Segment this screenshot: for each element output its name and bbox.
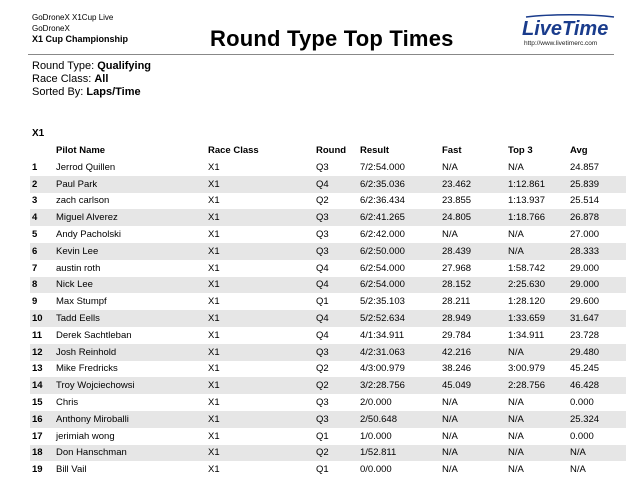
cell-avg: N/A: [570, 464, 586, 476]
cell-fast-lap: N/A: [442, 397, 458, 409]
cell-position: 7: [32, 262, 38, 274]
cell-round: Q3: [314, 411, 358, 428]
round-type-label: Round Type:: [32, 60, 95, 72]
cell-race-class: X1: [206, 411, 314, 428]
cell-avg: 27.000: [570, 229, 600, 241]
cell-fast-lap: 24.805: [440, 209, 506, 226]
cell-pilot-name: zach carlson: [56, 195, 110, 207]
cell-pilot-name: Jerrod Quillen: [56, 161, 116, 173]
cell-position: 5: [32, 229, 38, 241]
cell-fast-lap: 28.211: [442, 296, 471, 308]
cell-position: 19: [32, 464, 43, 476]
cell-top3: N/A: [508, 229, 524, 241]
cell-fast-lap: 38.246: [442, 363, 472, 375]
cell-race-class: X1: [208, 363, 220, 375]
cell-round: Q3: [314, 344, 358, 361]
cell-position: 14: [30, 377, 54, 394]
cell-race-class: X1: [208, 262, 220, 274]
cell-avg: 28.333: [568, 243, 626, 260]
table-row: [30, 243, 626, 260]
table-row: [30, 226, 626, 243]
cell-result: 2/50.648: [358, 411, 440, 428]
cell-result: 3/2:28.756: [358, 377, 440, 394]
sorted-by-line: [32, 86, 151, 99]
cell-position: 18: [30, 445, 54, 462]
cell-avg: 25.514: [570, 195, 600, 207]
logo-url: http://www.livetimerc.com: [524, 40, 598, 47]
logo-text: LiveTime: [522, 18, 609, 40]
cell-pilot-name: Nick Lee: [54, 277, 206, 294]
cell-position: 15: [32, 397, 43, 409]
report-title: Round Type Top Times: [210, 26, 454, 51]
cell-avg: 29.600: [570, 296, 600, 308]
cell-top3: N/A: [506, 411, 568, 428]
organizer-line: GoDroneX X1Cup Live: [32, 13, 114, 22]
cell-result: 4/2:31.063: [358, 344, 440, 361]
cell-top3: 1:13.937: [508, 195, 545, 207]
cell-round: Q2: [314, 445, 358, 462]
cell-pilot-name: Max Stumpf: [56, 296, 107, 308]
cell-position: 2: [30, 176, 54, 193]
cell-position: 3: [32, 195, 38, 207]
cell-position: 4: [30, 209, 54, 226]
cell-fast-lap: 42.216: [440, 344, 506, 361]
cell-round: Q2: [316, 363, 329, 375]
cell-avg: 31.647: [568, 310, 626, 327]
cell-race-class: X1: [206, 243, 314, 260]
cell-result: 6/2:42.000: [360, 229, 405, 241]
cell-round: Q3: [314, 243, 358, 260]
cell-pilot-name: Anthony Miroballi: [54, 411, 206, 428]
col-round-header: Round: [316, 145, 347, 156]
cell-top3: N/A: [506, 445, 568, 462]
cell-result: 6/2:54.000: [360, 262, 405, 274]
table-row: [30, 445, 626, 462]
sorted-by-value: Laps/Time: [86, 86, 141, 98]
cell-fast-lap: 27.968: [442, 262, 472, 274]
cell-top3: 1:28.120: [508, 296, 545, 308]
cell-round: Q2: [316, 195, 329, 207]
race-class-value: All: [94, 73, 109, 85]
cell-top3: N/A: [508, 430, 524, 442]
cell-result: 6/2:50.000: [358, 243, 440, 260]
cell-round: Q1: [316, 464, 329, 476]
cell-position: 10: [30, 310, 54, 327]
cell-fast-lap: N/A: [442, 430, 458, 442]
cell-race-class: X1: [208, 329, 220, 341]
col-top3-header: Top 3: [508, 145, 533, 156]
cell-avg: 29.000: [568, 277, 626, 294]
cell-round: Q4: [314, 277, 358, 294]
cell-position: 8: [30, 277, 54, 294]
cell-pilot-name: Don Hanschman: [54, 445, 206, 462]
cell-fast-lap: 28.439: [440, 243, 506, 260]
cell-top3: 2:25.630: [506, 277, 568, 294]
cell-round: Q3: [314, 209, 358, 226]
cell-avg: 0.000: [570, 430, 594, 442]
round-type-value: Qualifying: [97, 60, 152, 72]
cell-pilot-name: Andy Pacholski: [56, 229, 121, 241]
cell-top3: 1:33.659: [506, 310, 568, 327]
cell-top3: 1:18.766: [506, 209, 568, 226]
cell-avg: 25.324: [568, 411, 626, 428]
cell-result: 7/2:54.000: [360, 161, 405, 173]
cell-result: 4/1:34.911: [360, 329, 405, 341]
cell-position: 12: [30, 344, 54, 361]
cell-race-class: X1: [206, 277, 314, 294]
cell-result: 5/2:52.634: [358, 310, 440, 327]
event-name: X1 Cup Championship: [32, 34, 129, 44]
cell-top3: 1:34.911: [508, 329, 545, 341]
table-row: [30, 277, 626, 294]
table-row: [30, 310, 626, 327]
table-header-row: [30, 142, 626, 159]
cell-round: Q4: [316, 262, 329, 274]
cell-position: 6: [30, 243, 54, 260]
cell-position: 17: [32, 430, 43, 442]
col-result-header: Result: [360, 145, 390, 156]
table-row: [30, 176, 626, 193]
table-row: [30, 327, 626, 344]
cell-fast-lap: 23.855: [442, 195, 472, 207]
table-row: [30, 193, 626, 210]
cell-top3: N/A: [506, 344, 568, 361]
cell-avg: 26.878: [568, 209, 626, 226]
table-row: [30, 411, 626, 428]
cell-race-class: X1: [206, 344, 314, 361]
sorted-by-label: Sorted By:: [32, 86, 84, 98]
cell-race-class: X1: [208, 195, 220, 207]
report-header-info: [32, 12, 128, 45]
cell-round: Q3: [316, 161, 329, 173]
col-avg-header: Avg: [570, 145, 588, 156]
cell-pilot-name: Miguel Alverez: [54, 209, 206, 226]
cell-top3: N/A: [506, 243, 568, 260]
cell-avg: 0.000: [570, 397, 594, 409]
cell-pilot-name: jerimiah wong: [56, 430, 115, 442]
cell-race-class: X1: [206, 377, 314, 394]
cell-race-class: X1: [206, 310, 314, 327]
cell-position: 16: [30, 411, 54, 428]
cell-position: 11: [32, 329, 43, 341]
cell-fast-lap: 28.949: [440, 310, 506, 327]
cell-race-class: X1: [208, 161, 220, 173]
cell-race-class: X1: [208, 229, 220, 241]
cell-fast-lap: 29.784: [442, 329, 472, 341]
cell-avg: 23.728: [570, 329, 600, 341]
cell-race-class: X1: [208, 430, 220, 442]
cell-pilot-name: Kevin Lee: [54, 243, 206, 260]
cell-avg: 45.245: [570, 363, 600, 375]
cell-avg: 29.000: [570, 262, 600, 274]
header-divider: [28, 54, 614, 55]
cell-round: Q4: [314, 176, 358, 193]
cell-result: 0/0.000: [360, 464, 392, 476]
cell-fast-lap: 45.049: [440, 377, 506, 394]
table-row: [30, 159, 626, 176]
cell-fast-lap: 28.152: [440, 277, 506, 294]
cell-race-class: X1: [206, 176, 314, 193]
cell-top3: 1:12.861: [506, 176, 568, 193]
cell-pilot-name: Mike Fredricks: [56, 363, 118, 375]
cell-fast-lap: N/A: [442, 161, 458, 173]
cell-position: 1: [32, 161, 38, 173]
cell-fast-lap: 23.462: [440, 176, 506, 193]
cell-result: 6/2:54.000: [358, 277, 440, 294]
col-pilot-header: Pilot Name: [56, 145, 106, 156]
cell-race-class: X1: [208, 296, 220, 308]
cell-result: 5/2:35.103: [360, 296, 405, 308]
cell-pilot-name: Tadd Eells: [54, 310, 206, 327]
table-row: [30, 461, 626, 478]
cell-race-class: X1: [206, 445, 314, 462]
class-group-heading: X1: [32, 128, 45, 139]
cell-position: 9: [32, 296, 38, 308]
cell-top3: N/A: [508, 161, 524, 173]
cell-avg: 25.839: [568, 176, 626, 193]
cell-pilot-name: austin roth: [56, 262, 101, 274]
table-row: [30, 361, 626, 378]
cell-result: 6/2:36.434: [360, 195, 405, 207]
cell-round: Q1: [316, 296, 329, 308]
cell-race-class: X1: [208, 464, 220, 476]
table-row: [30, 428, 626, 445]
cell-avg: 29.480: [568, 344, 626, 361]
col-position-header: [30, 142, 54, 159]
cell-pilot-name: Chris: [56, 397, 79, 409]
cell-race-class: X1: [208, 397, 220, 409]
cell-top3: 1:58.742: [508, 262, 545, 274]
race-class-label: Race Class:: [32, 73, 92, 85]
table-row: [30, 293, 626, 310]
cell-top3: 2:28.756: [506, 377, 568, 394]
cell-top3: 3:00.979: [508, 363, 545, 375]
race-class-line: [32, 73, 151, 86]
cell-pilot-name: Derek Sachtleban: [56, 329, 132, 341]
cell-pilot-name: Bill Vail: [56, 464, 87, 476]
cell-fast-lap: N/A: [440, 411, 506, 428]
report-filters: [32, 60, 151, 99]
cell-fast-lap: N/A: [442, 229, 458, 241]
cell-avg: 24.857: [570, 161, 600, 173]
cell-round: Q4: [316, 329, 329, 341]
cell-pilot-name: Troy Wojciechowsi: [54, 377, 206, 394]
cell-result: 4/3:00.979: [360, 363, 405, 375]
cell-race-class: X1: [206, 209, 314, 226]
table-row: [30, 260, 626, 277]
col-fast-header: Fast: [442, 145, 462, 156]
cell-round: Q1: [316, 430, 329, 442]
cell-round: Q3: [316, 229, 329, 241]
cell-round: Q2: [314, 377, 358, 394]
table-row: [30, 344, 626, 361]
cell-result: 6/2:35.036: [358, 176, 440, 193]
cell-pilot-name: Paul Park: [54, 176, 206, 193]
cell-result: 6/2:41.265: [358, 209, 440, 226]
cell-pilot-name: Josh Reinhold: [54, 344, 206, 361]
table-row: [30, 209, 626, 226]
cell-avg: 46.428: [568, 377, 626, 394]
cell-round: Q4: [314, 310, 358, 327]
cell-fast-lap: N/A: [442, 464, 458, 476]
col-class-header: Race Class: [208, 145, 259, 156]
cell-result: 2/0.000: [360, 397, 392, 409]
cell-avg: N/A: [568, 445, 626, 462]
results-table: [30, 142, 626, 478]
table-row: [30, 394, 626, 411]
table-row: [30, 377, 626, 394]
cell-top3: N/A: [508, 464, 524, 476]
cell-result: 1/0.000: [360, 430, 392, 442]
cell-position: 13: [32, 363, 43, 375]
cell-result: 1/52.811: [358, 445, 440, 462]
cell-top3: N/A: [508, 397, 524, 409]
cell-fast-lap: N/A: [440, 445, 506, 462]
cell-round: Q3: [316, 397, 329, 409]
organization-name: GoDroneX: [32, 24, 70, 33]
round-type-line: [32, 60, 151, 73]
